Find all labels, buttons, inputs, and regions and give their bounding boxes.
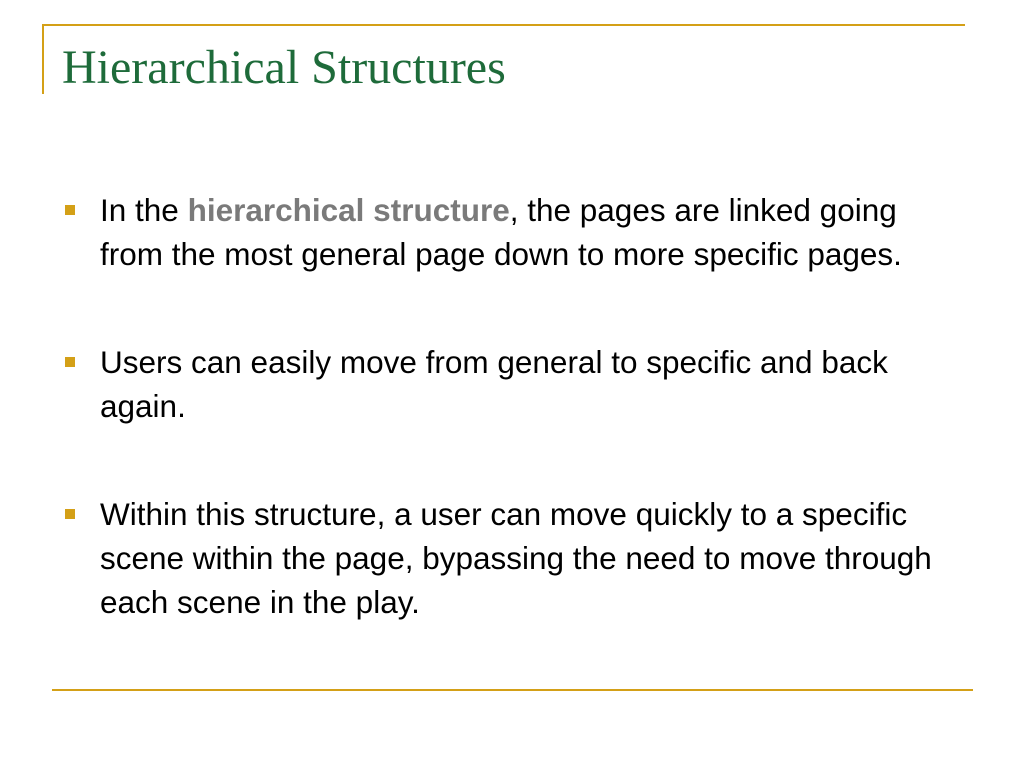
square-bullet-icon	[65, 509, 75, 519]
square-bullet-icon	[65, 205, 75, 215]
left-rule	[42, 24, 44, 94]
bottom-rule	[52, 689, 973, 691]
bullet-item-1	[100, 188, 960, 276]
top-rule	[42, 24, 965, 26]
bullet-2-text: Users can easily move from general to specific and back again.	[100, 344, 888, 424]
bullet-item-2	[100, 340, 960, 428]
bullet-1-prefix: In the	[100, 192, 188, 228]
bullet-1-suffix: , the pages are linked going from the most general page down to more specific pages.	[100, 192, 902, 272]
square-bullet-icon	[65, 357, 75, 367]
bullet-3-text: Within this structure, a user can move quickly to a specific scene within the page, bypassing the need to move through each scene in the play.	[100, 496, 932, 620]
slide-title: Hierarchical Structures	[62, 41, 506, 94]
bullet-list	[100, 188, 960, 624]
bullet-1-highlight: hierarchical structure	[187, 192, 510, 228]
bullet-item-3	[100, 492, 960, 624]
